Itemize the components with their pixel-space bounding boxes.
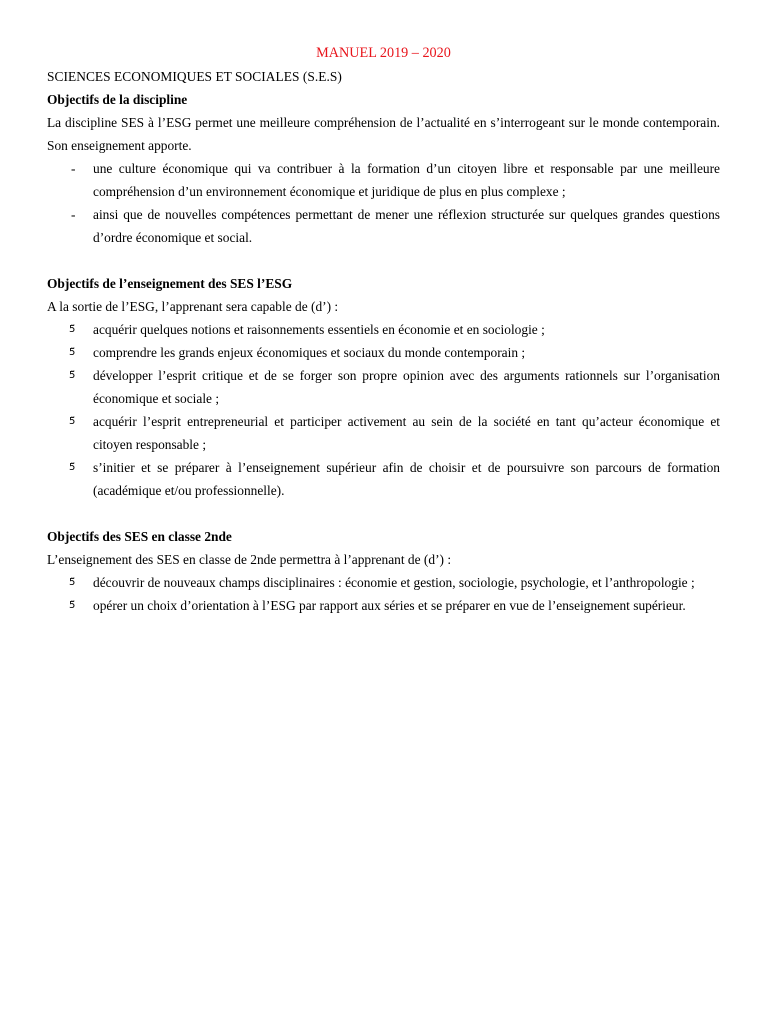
section-teaching-objectives <box>47 272 720 502</box>
list-item <box>47 364 720 410</box>
subject-title: SCIENCES ECONOMIQUES ET SOCIALES (S.E.S) <box>47 69 342 84</box>
list-item <box>47 571 720 594</box>
spacer <box>47 249 720 272</box>
section-2nde-objectives <box>47 525 720 617</box>
list-item-text: acquérir quelques notions et raisonnements essentiels en économie et en sociologie ; <box>93 322 545 337</box>
section-intro: La discipline SES à l’ESG permet une meilleure compréhension de l’actualité en s’interrogeant sur le monde contemporain. Son enseignement apporte. <box>47 115 720 153</box>
list-item-text: acquérir l’esprit entrepreneurial et participer activement au sein de la société en tant qu’acteur économique et citoyen responsable ; <box>93 414 720 452</box>
bullet-list <box>47 571 720 617</box>
list-item <box>47 410 720 456</box>
bullet-icon: 5̈ <box>69 370 76 381</box>
dash-bullet: - <box>71 207 76 222</box>
section-discipline-objectives <box>47 88 720 249</box>
bullet-icon: 5̈ <box>69 600 76 611</box>
section-heading: Objectifs de la discipline <box>47 92 188 107</box>
section-heading: Objectifs de l’enseignement des SES l’ESG <box>47 276 293 291</box>
list-item-text: opérer un choix d’orientation à l’ESG par rapport aux séries et se préparer en vue de l’enseignement supérieur. <box>93 598 686 613</box>
section-intro: A la sortie de l’ESG, l’apprenant sera capable de (d’) : <box>47 299 339 314</box>
bullet-icon: 5̈ <box>69 416 76 427</box>
section-heading: Objectifs des SES en classe 2nde <box>47 529 232 544</box>
list-item <box>47 456 720 502</box>
list-item-text: une culture économique qui va contribuer à la formation d’un citoyen libre et responsable par une meilleure compréhension d’un environnement économique et juridique de plus en plus complexe ; <box>93 161 720 199</box>
list-item-text: comprendre les grands enjeux économiques et sociaux du monde contemporain ; <box>93 345 526 360</box>
bullet-icon: 5̈ <box>69 347 76 358</box>
bullet-icon: 5̈ <box>69 577 76 588</box>
list-item <box>47 203 720 249</box>
list-item <box>47 594 720 617</box>
list-item <box>47 341 720 364</box>
bullet-list <box>47 318 720 502</box>
list-item-text: ainsi que de nouvelles compétences permettant de mener une réflexion structurée sur quelques grandes questions d’ordre économique et social. <box>93 207 720 245</box>
document-title: MANUEL 2019 – 2020 <box>316 45 451 61</box>
bullet-list <box>47 157 720 249</box>
document-page <box>47 42 720 617</box>
list-item-text: développer l’esprit critique et de se forger son propre opinion avec des arguments rationnels sur l’organisation économique et sociale ; <box>93 368 720 406</box>
section-intro: L’enseignement des SES en classe de 2nde permettra à l’apprenant de (d’) : <box>47 552 452 567</box>
list-item <box>47 157 720 203</box>
list-item <box>47 318 720 341</box>
bullet-icon: 5̈ <box>69 324 76 335</box>
list-item-text: découvrir de nouveaux champs disciplinaires : économie et gestion, sociologie, psychologie, et l’anthropologie ; <box>93 575 695 590</box>
dash-bullet: - <box>71 161 76 176</box>
spacer <box>47 502 720 525</box>
bullet-icon: 5̈ <box>69 462 76 473</box>
list-item-text: s’initier et se préparer à l’enseignement supérieur afin de choisir et de poursuivre son parcours de formation (académique et/ou professionnelle). <box>93 460 720 498</box>
